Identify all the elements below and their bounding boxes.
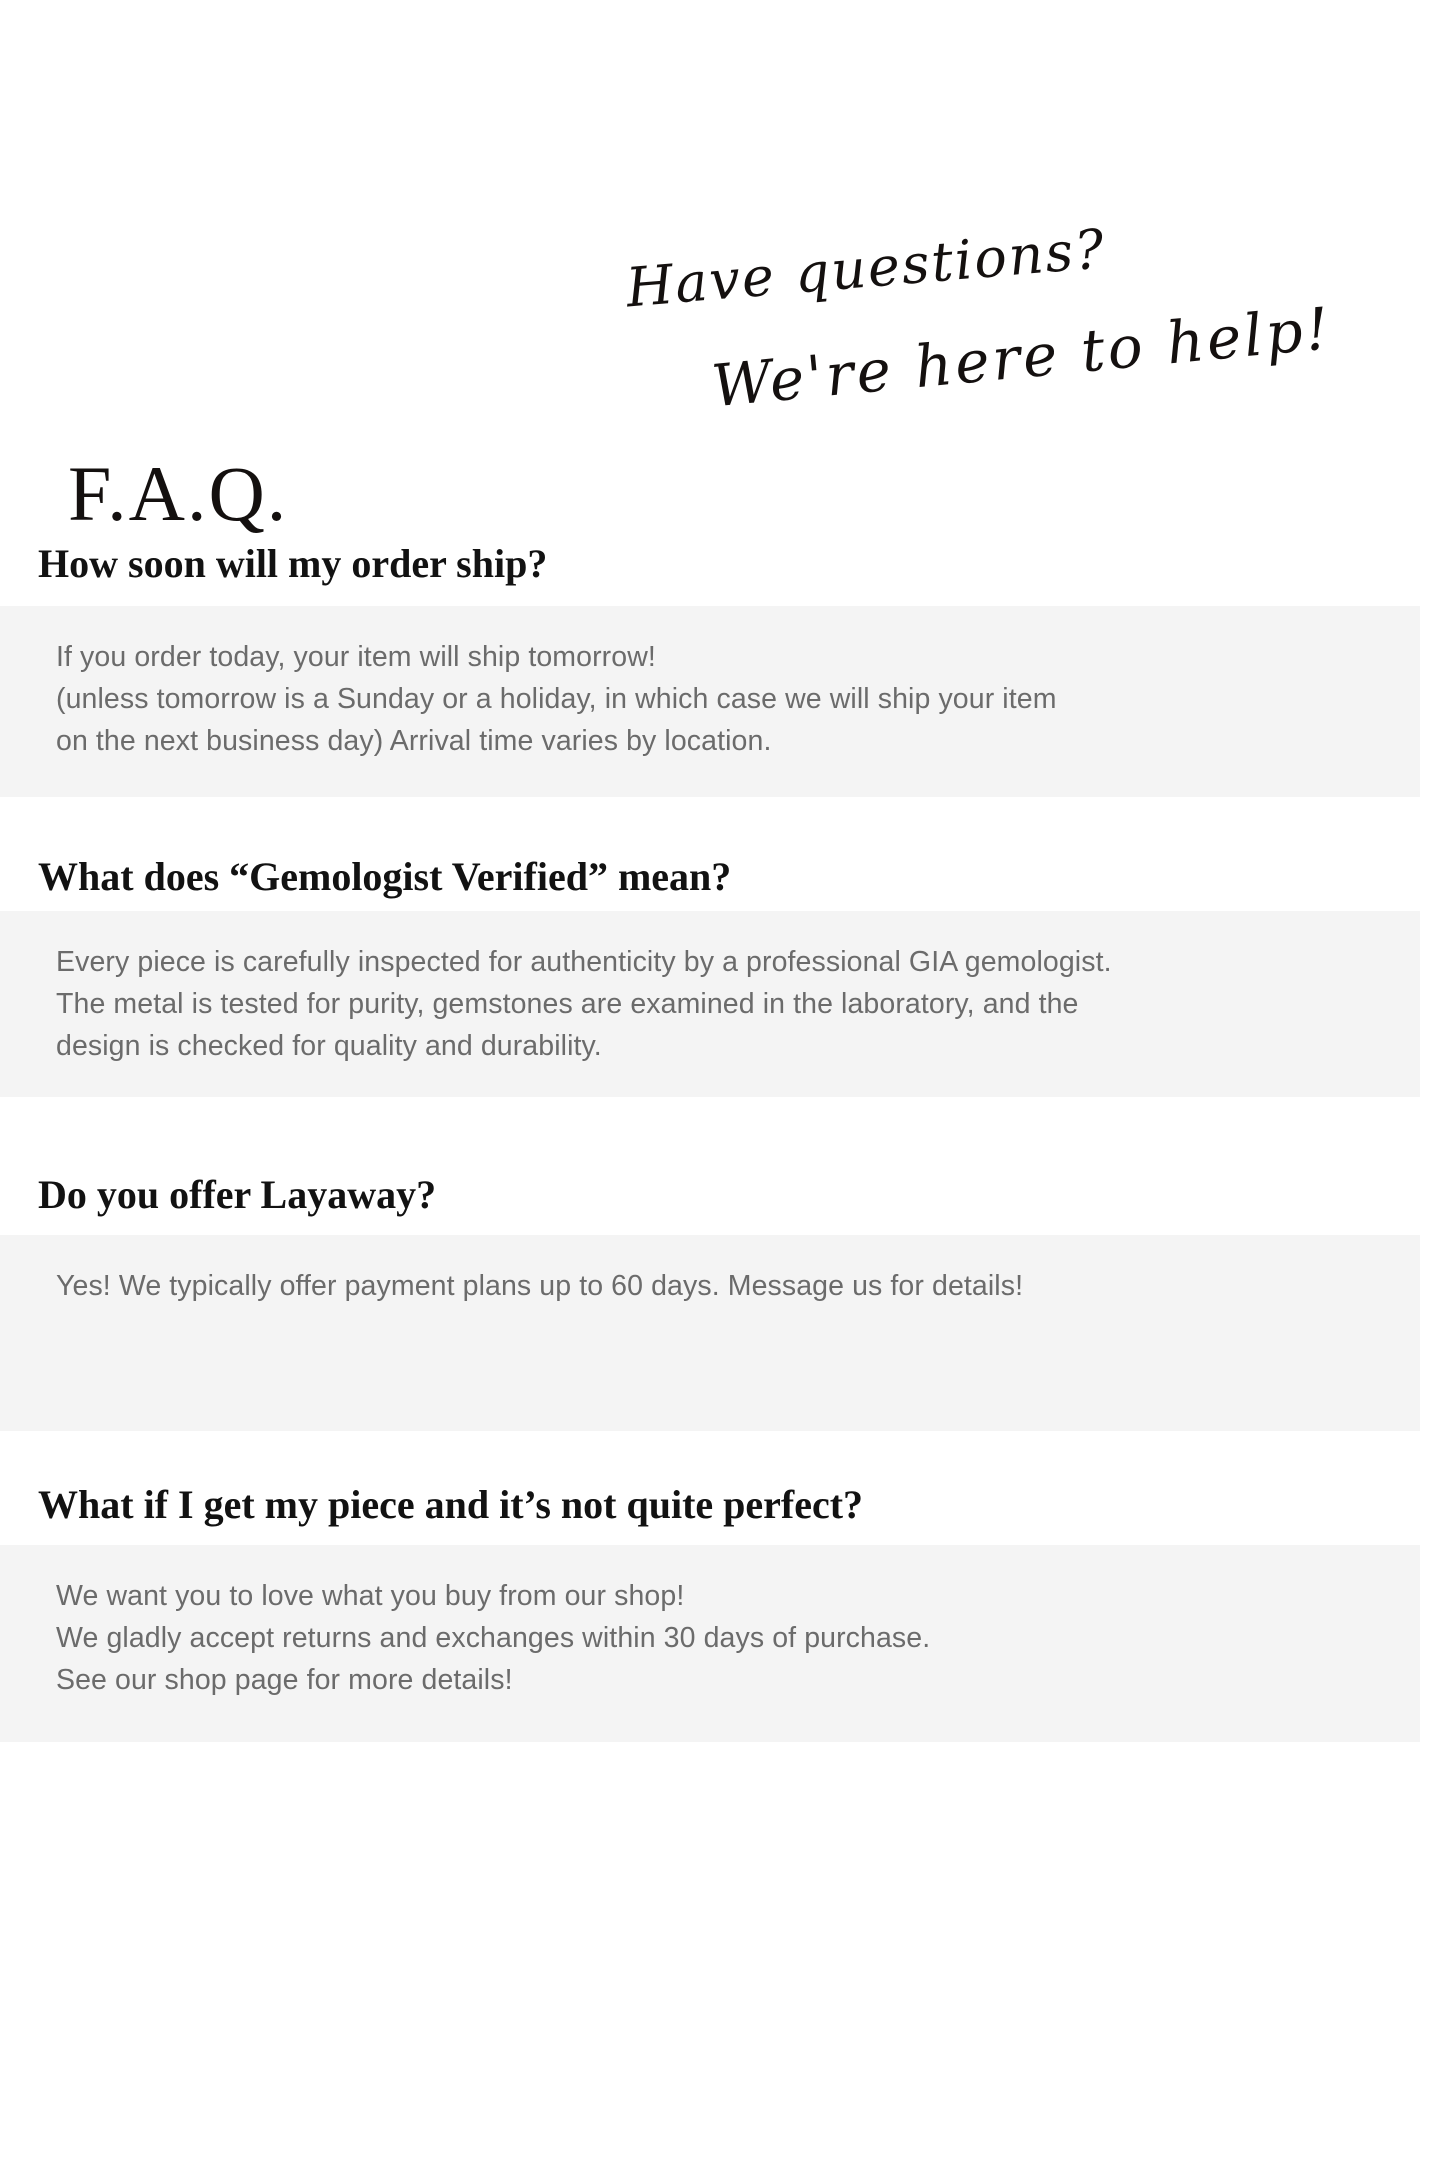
faq-item [0, 540, 1445, 797]
faq-answer-line: Every piece is carefully inspected for authenticity by a professional GIA gemologist. [56, 945, 1112, 978]
faq-item [0, 853, 1445, 1098]
faq-answer-line: on the next business day) Arrival time varies by location. [56, 725, 772, 758]
faq-answer-line: design is checked for quality and durability. [56, 1029, 602, 1062]
tagline-line-1: Have questions? [623, 217, 1109, 320]
page-title: F.A.Q. [68, 450, 289, 537]
faq-item [0, 1481, 1445, 1742]
tagline-line-2: We're here to help! [708, 294, 1335, 421]
faq-answer [0, 1235, 1420, 1431]
faq-answer [0, 911, 1420, 1098]
faq-question: How soon will my order ship? [38, 541, 548, 586]
handwritten-tagline [594, 208, 1386, 481]
faq-answer-line: See our shop page for more details! [56, 1664, 513, 1697]
faq-answer-line: (unless tomorrow is a Sunday or a holiday, in which case we will ship your item [56, 683, 1057, 716]
faq-answer [0, 606, 1420, 797]
faq-list [0, 540, 1445, 1742]
faq-answer-line: The metal is tested for purity, gemstones are examined in the laboratory, and the [56, 987, 1079, 1020]
faq-item [0, 1171, 1445, 1431]
faq-answer [0, 1545, 1420, 1742]
faq-question: Do you offer Layaway? [38, 1172, 437, 1218]
faq-question: What does “Gemologist Verified” mean? [38, 853, 732, 899]
faq-answer-line: If you order today, your item will ship tomorrow! [56, 641, 656, 673]
faq-header [0, 185, 1445, 537]
faq-answer-line: We gladly accept returns and exchanges within 30 days of purchase. [56, 1622, 931, 1655]
faq-answer-line: We want you to love what you buy from our shop! [56, 1580, 685, 1613]
faq-question: What if I get my piece and it’s not quite perfect? [38, 1482, 864, 1528]
faq-answer-line: Yes! We typically offer payment plans up to 60 days. Message us for details! [56, 1270, 1024, 1303]
